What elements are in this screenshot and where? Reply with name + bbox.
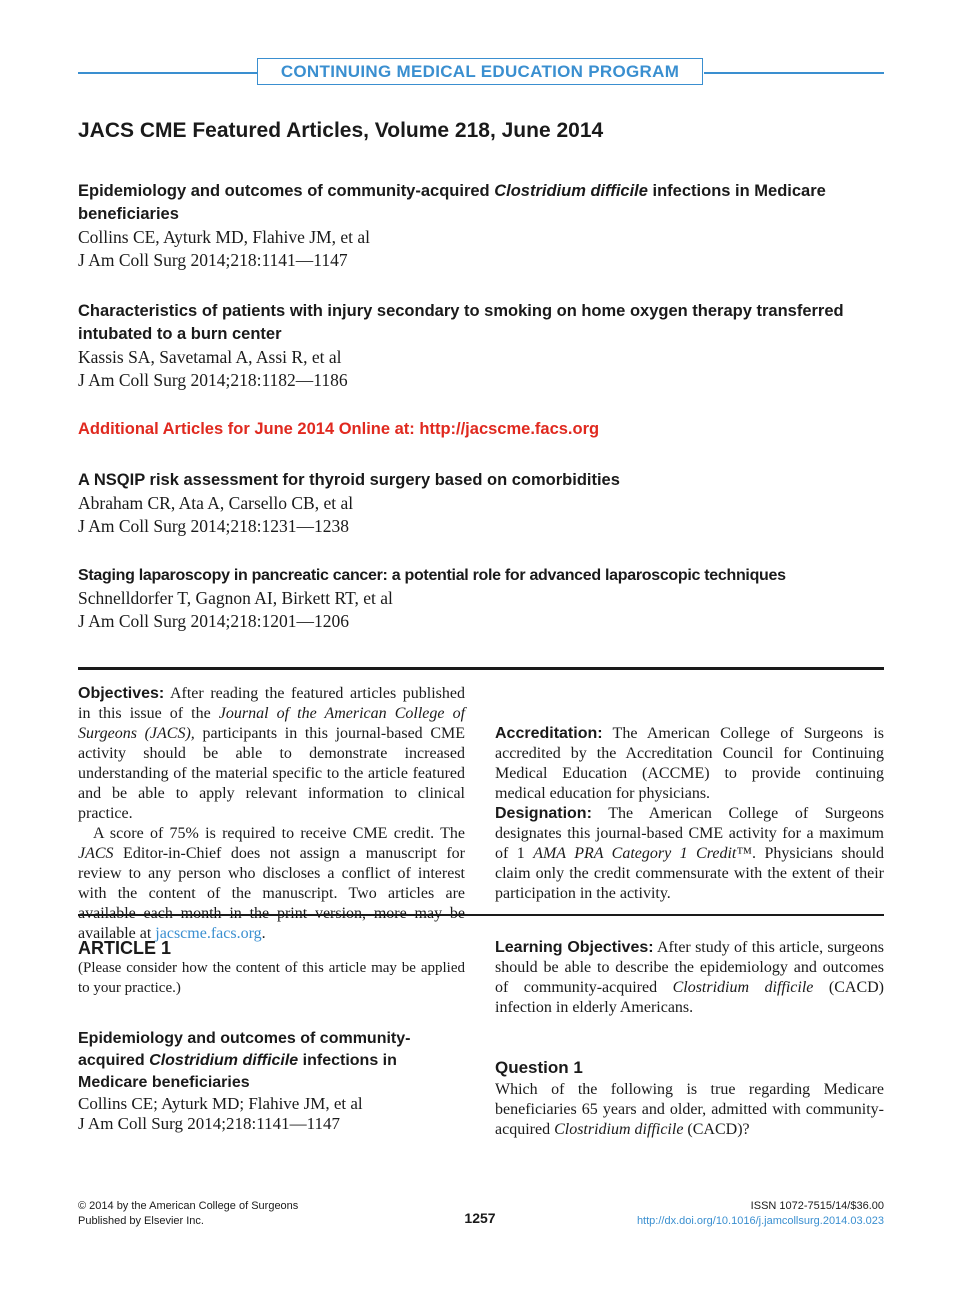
designation-label: Designation: — [495, 805, 592, 822]
featured-article-1 — [78, 180, 884, 272]
objectives-label: Objectives: — [78, 685, 165, 702]
article-title: Epidemiology and outcomes of community-acquired Clostridium difficile infections in Medicare beneficiaries — [78, 182, 826, 223]
article1-right-column — [495, 938, 884, 1140]
banner-rule-right — [704, 72, 884, 74]
article-title: Staging laparoscopy in pancreatic cancer: a potential role for advanced laparoscopic techniques — [78, 567, 786, 584]
article1-authors: Collins CE; Ayturk MD; Flahive JM, et al — [78, 1094, 363, 1113]
page-title: JACS CME Featured Articles, Volume 218, June 2014 — [78, 119, 604, 142]
question1-text: Which of the following is true regarding Medicare beneficiaries 65 years and older, admitted with community-acquired Clostridium difficile (CACD)? — [495, 1081, 884, 1138]
article-authors: Schnelldorfer T, Gagnon AI, Birkett RT, et al — [78, 588, 393, 608]
article1-heading: ARTICLE 1 — [78, 938, 172, 958]
publisher-text: Published by Elsevier Inc. — [78, 1215, 204, 1227]
question1-heading: Question 1 — [495, 1058, 583, 1077]
info-left-column — [78, 684, 465, 944]
page-number: 1257 — [464, 1210, 496, 1226]
featured-article-2 — [78, 300, 884, 392]
cme-site-link[interactable]: jacscme.facs.org — [155, 925, 262, 942]
article-authors: Kassis SA, Savetamal A, Assi R, et al — [78, 347, 342, 367]
additional-article-1 — [78, 469, 884, 538]
banner-label: CONTINUING MEDICAL EDUCATION PROGRAM — [257, 58, 703, 85]
section-divider — [78, 914, 884, 916]
article-citation: J Am Coll Surg 2014;218:1231—1238 — [78, 516, 349, 536]
additional-article-2 — [78, 564, 884, 633]
learning-objectives: Learning Objectives: After study of this article, surgeons should be able to describe the epidemiology and outcomes of community-acquired Clostridium difficile (CACD) infection in elderly Americans. — [495, 939, 884, 1016]
article1-note: (Please consider how the content of this article may be applied to your practice.) — [78, 960, 465, 996]
article-title: A NSQIP risk assessment for thyroid surgery based on comorbidities — [78, 471, 620, 489]
accreditation-label: Accreditation: — [495, 725, 603, 742]
score-paragraph: A score of 75% is required to receive CME credit. The JACS Editor-in-Chief does not assign a manuscript for review to any person who discloses a conflict of interest with the content of the manuscript. Two articles are available at jacscme.facs.org. — [78, 825, 465, 942]
banner-rule-left — [78, 72, 258, 74]
article1-title: Epidemiology and outcomes of community-acquired Clostridium difficile infections in Medicare beneficiaries — [78, 1030, 411, 1091]
article1-left-column — [78, 938, 465, 1134]
cme-banner — [78, 58, 884, 88]
article-citation: J Am Coll Surg 2014;218:1201—1206 — [78, 611, 349, 631]
objectives-paragraph: Objectives: After reading the featured articles published in this issue of the Journal of the American College of Surgeons (JACS), participants in this journal-based CME activity should be able to demonstrate increased understanding of the material specific to the article featured and be able to apply relevant information to clinical practice. — [78, 685, 466, 822]
online-articles-heading[interactable]: Additional Articles for June 2014 Online at: http://jacscme.facs.org — [78, 420, 600, 438]
doi-link[interactable]: http://dx.doi.org/10.1016/j.jamcollsurg.2014.03.023 — [636, 1215, 884, 1227]
section-divider — [78, 667, 884, 670]
learning-objectives-label: Learning Objectives: — [495, 939, 654, 956]
article-title: Characteristics of patients with injury secondary to smoking on home oxygen therapy transferred intubated to a burn center — [78, 302, 844, 343]
article1-citation: J Am Coll Surg 2014;218:1141—1147 — [78, 1114, 340, 1133]
article-authors: Abraham CR, Ata A, Carsello CB, et al — [78, 493, 354, 513]
designation-paragraph: Designation: The American College of Surgeons designates this journal-based CME activity for a maximum of 1 AMA PRA Category 1 Credit™. Physicians should claim only the credit commensurate with the extent of their participation in the activity. — [495, 805, 885, 902]
info-right-column — [495, 724, 884, 904]
article-citation: J Am Coll Surg 2014;218:1141—1147 — [78, 250, 348, 270]
footer-right — [637, 1199, 884, 1229]
copyright-text: © 2014 by the American College of Surgeons — [78, 1200, 299, 1212]
article-citation: J Am Coll Surg 2014;218:1182—1186 — [78, 370, 348, 390]
accreditation-paragraph: Accreditation: The American College of Surgeons is accredited by the Accreditation Council for Continuing Medical Education (ACCME) to provide continuing medical education for physicians. — [495, 725, 884, 802]
article-authors: Collins CE, Ayturk MD, Flahive JM, et al — [78, 227, 371, 247]
issn-text: ISSN 1072-7515/14/$36.00 — [750, 1200, 884, 1212]
